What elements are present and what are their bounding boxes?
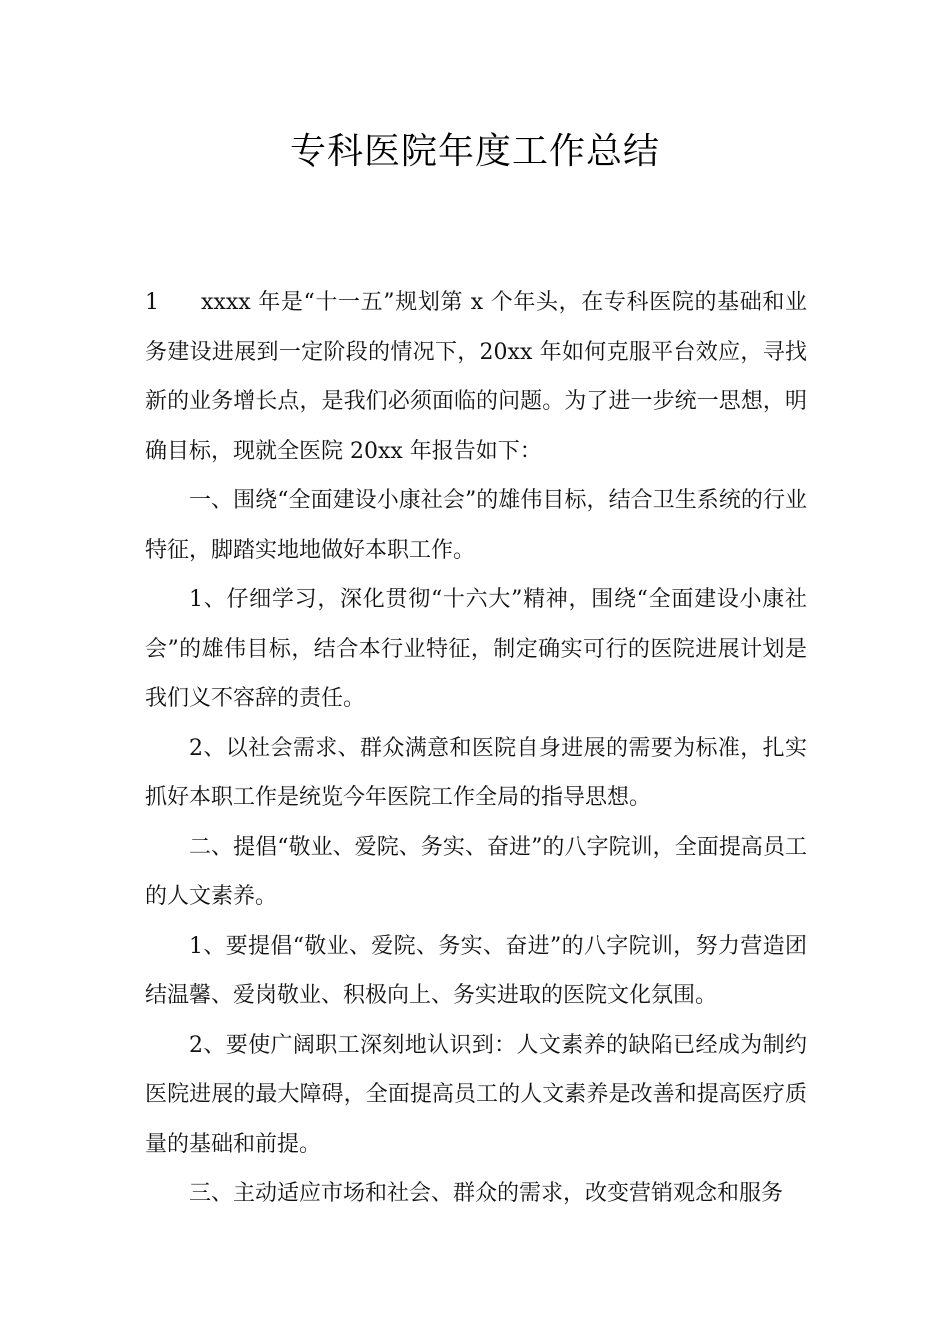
paragraph-number: 1	[145, 290, 159, 315]
section-2-item-1: 1、要提倡“敬业、爱院、务实、奋进”的八字院训，努力营造团结温馨、爱岗敬业、积极向上、务实进取的医院文化氛围。	[145, 933, 807, 1008]
section-2-item-2: 2、要使广阔职工深刻地认识到：人文素养的缺陷已经成为制约医院进展的最大障碍，全面提高员工的人文素养是改善和提高医疗质量的基础和前提。	[145, 1032, 807, 1157]
section-1-item-2: 2、以社会需求、群众满意和医院自身进展的需要为标准，扎实抓好本职工作是统览今年医院工作全局的指导思想。	[145, 735, 807, 810]
section-1-item-1: 1、仔细学习，深化贯彻“十六大”精神，围绕“全面建设小康社会”的雄伟目标，结合本行业特征，制定确实可行的医院进展计划是我们义不容辞的责任。	[145, 587, 807, 711]
document-title: 专科医院年度工作总结	[289, 131, 660, 172]
intro-paragraph	[145, 278, 807, 476]
section-1-heading: 一、围绕“全面建设小康社会”的雄伟目标，结合卫生系统的行业特征，脚踏实地地做好本职工作。	[145, 488, 807, 563]
intro-paragraph-text: xxxx 年是“十一五”规划第 x 个年头，在专科医院的基础和业务建设进展到一定阶段的情况下，20xx 年如何克服平台效应，寻找新的业务增长点，是我们必须面临的问题。为了进一步统一思想，明确目标，现就全医院 20xx 年报告如下：	[145, 290, 807, 464]
document-body	[145, 278, 807, 1219]
section-2-heading: 二、提倡“敬业、爱院、务实、奋进”的八字院训，全面提高员工的人文素养。	[145, 834, 807, 909]
section-3-heading: 三、主动适应市场和社会、群众的需求，改变营销观念和服务	[189, 1181, 784, 1206]
